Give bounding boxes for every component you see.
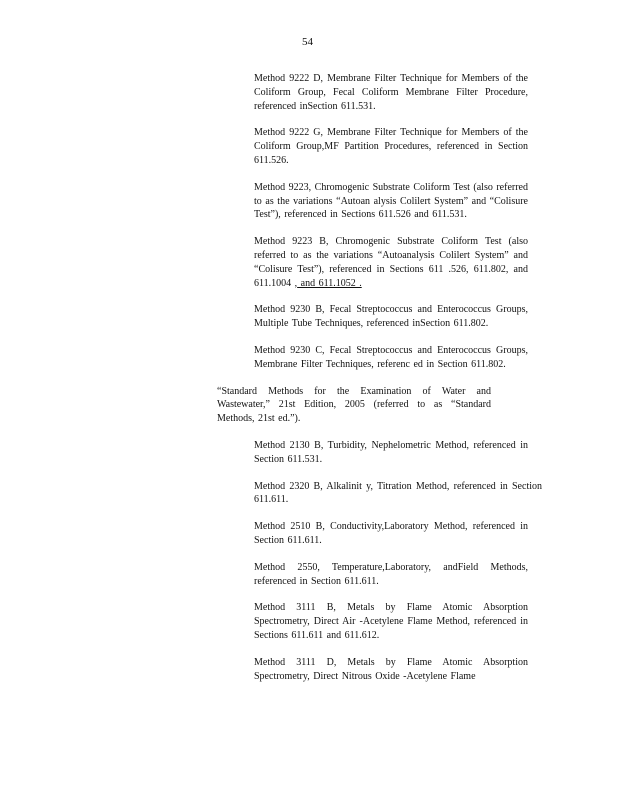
method-entry-3111d: Method 3111 D, Metals by Flame Atomic Absorption Spectrometry, Direct Nitrous Oxide -Acetylene Flame xyxy=(254,656,528,682)
method-entry-9222g: Method 9222 G, Membrane Filter Technique for Members of the Coliform Group,MF Partition Procedures, referenced in Section 611.526. xyxy=(254,127,528,166)
underlined-amendment-text: and 611.1052 . xyxy=(297,277,362,289)
page-number: 54 xyxy=(302,36,313,48)
method-entry-9223: Method 9223, Chromogenic Substrate Coliform Test (also referred to as the variations “Autoan alysis Colilert System” and “Colisure Test”), referenced in Sections 611.526 and 611.531. xyxy=(254,181,528,221)
method-entry-3111b: Method 3111 B, Metals by Flame Atomic Absorption Spectrometry, Direct Air -Acetylene Flame Method, referenced in Sections 611.611 and 611.612. xyxy=(254,602,528,641)
document-body xyxy=(0,72,618,696)
method-entry-2320b: Method 2320 B, Alkalinit y, Titration Method, referenced in Section 611.611. xyxy=(254,480,542,506)
method-entry-2130b: Method 2130 B, Turbidity, Nephelometric Method, referenced in Section 611.531. xyxy=(254,439,528,465)
method-entry-9230b: Method 9230 B, Fecal Streptococcus and Enterococcus Groups, Multiple Tube Techniques, referenced inSection 611.802. xyxy=(254,304,528,330)
method-entry-2510b: Method 2510 B, Conductivity,Laboratory Method, referenced in Section 611.611. xyxy=(254,521,528,546)
standard-methods-reference: “Standard Methods for the Examination of Water and Wastewater,” 21st Edition, 2005 (referred to as “Standard Methods, 21st ed.”). xyxy=(217,385,491,425)
method-entry-9230c: Method 9230 C, Fecal Streptococcus and Enterococcus Groups, Membrane Filter Techniques, referenc ed in Section 611.802. xyxy=(254,344,528,370)
method-entry-9222d: Method 9222 D, Membrane Filter Technique for Members of the Coliform Group, Fecal Coliform Membrane Filter Procedure, referenced inSection 611.531. xyxy=(254,73,528,112)
method-entry-9223b xyxy=(254,235,528,290)
method-entry-9223b-text: Method 9223 B, Chromogenic Substrate Coliform Test (also referred to as the variations “Autoanalysis Colilert System” and “Colisure Test”), referenced in Sections 611 .526, 611.802, and 611.1004 , xyxy=(254,236,528,289)
method-entry-2550: Method 2550, Temperature,Laboratory, andField Methods, referenced in Section 611.611. xyxy=(254,561,528,587)
